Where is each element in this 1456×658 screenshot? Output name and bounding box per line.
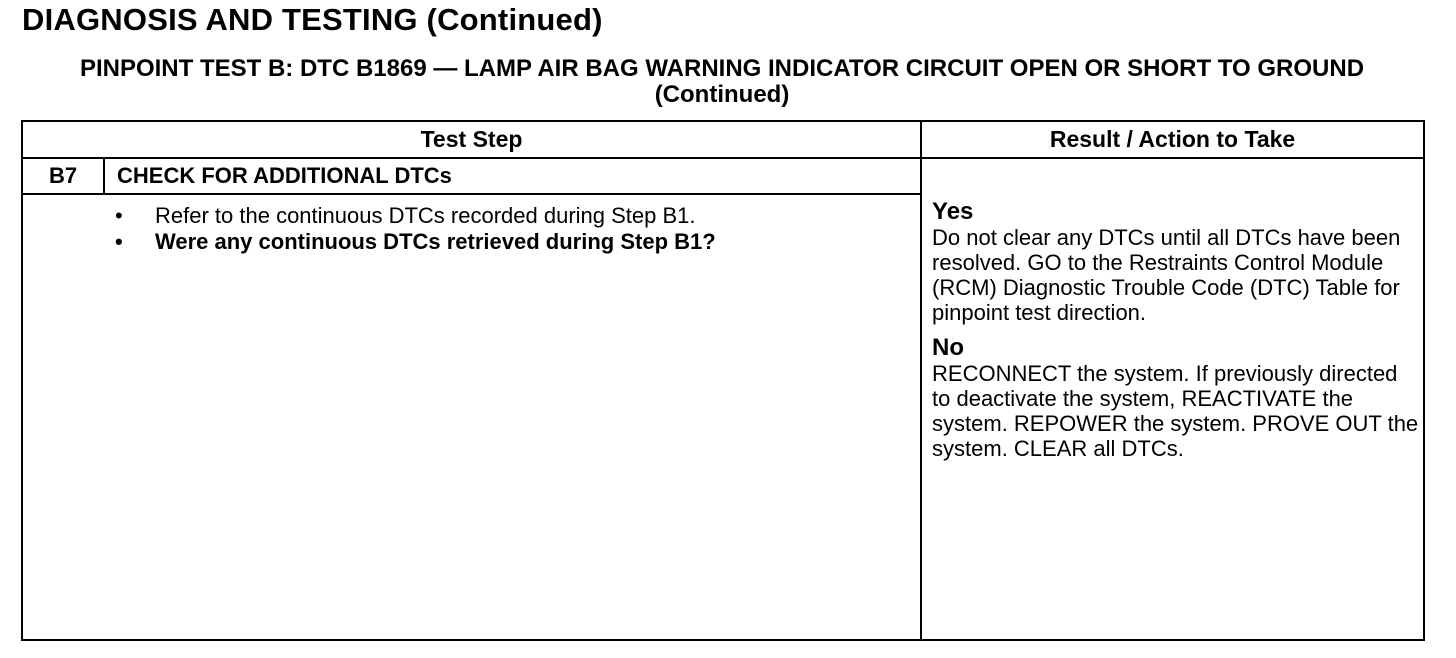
- bullet-icon: •: [115, 203, 123, 228]
- step-question-text: Were any continuous DTCs retrieved during Step B1?: [155, 229, 716, 254]
- result-no-label: No: [932, 334, 965, 361]
- page-title: DIAGNOSIS AND TESTING (Continued): [22, 2, 603, 37]
- step-question-item: [115, 229, 920, 255]
- result-no-text: RECONNECT the system. If previously directed to deactivate the system, REACTIVATE the system. REPOWER the system. PROVE OUT the system. CLEAR all DTCs.: [932, 361, 1419, 461]
- result-cell: [921, 158, 1424, 640]
- result-yes-text: Do not clear any DTCs until all DTCs have been resolved. GO to the Restraints Control Module (RCM) Diagnostic Trouble Code (DTC) Table for pinpoint test direction.: [932, 225, 1401, 325]
- bullet-icon: •: [115, 229, 123, 254]
- step-body: [22, 194, 921, 640]
- result-yes-label: Yes: [932, 198, 974, 225]
- step-instruction-list: [23, 203, 920, 255]
- step-name: CHECK FOR ADDITIONAL DTCs: [104, 158, 921, 194]
- test-step-table: [21, 120, 1425, 641]
- step-instruction-item: [115, 203, 920, 229]
- step-instruction-text: Refer to the continuous DTCs recorded during Step B1.: [155, 203, 696, 228]
- result-action-header: Result / Action to Take: [921, 121, 1424, 158]
- test-step-header: Test Step: [22, 121, 921, 158]
- pinpoint-test-title: PINPOINT TEST B: DTC B1869 — LAMP AIR BAG WARNING INDICATOR CIRCUIT OPEN OR SHORT TO GROUND (Continued): [79, 55, 1365, 108]
- step-id: B7: [22, 158, 104, 194]
